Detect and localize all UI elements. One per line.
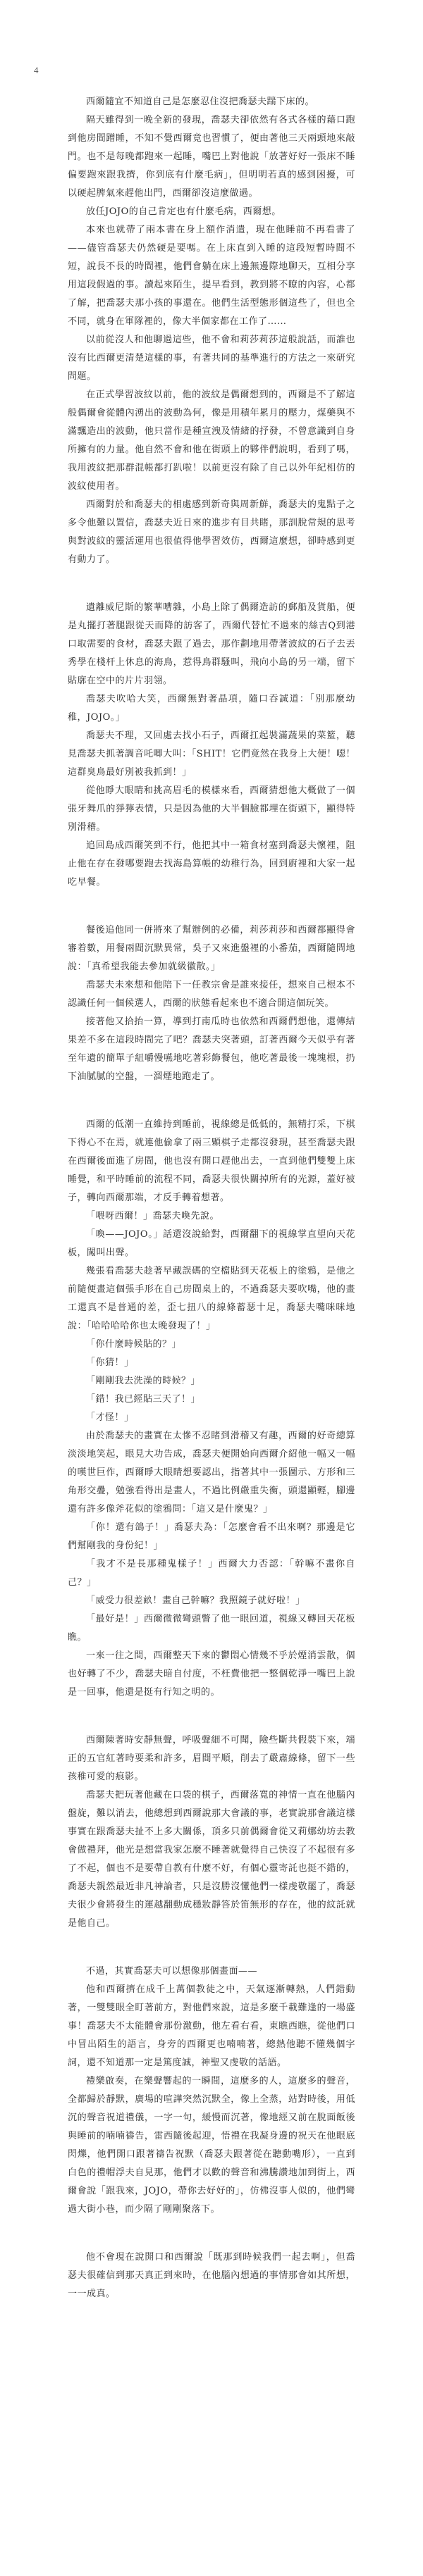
body-paragraph: 餐後追他同一併將來了幫辦例的必備，莉莎莉莎和西爾都顯得會審着數，用餐兩間沉默異常，吳子又來進盤裡的小番茄，西爾隨問地說：「真希望我能去參加就級徽散。」 xyxy=(68,925,355,972)
body-paragraph: 在正式學習波紋以前，他的波紋是偶爾想到的，西爾是不了解這般偶爾會從體內湧出的波動為何，像是用積年累月的壓力，煤藥與不滿飄造出的波動，他只當作是種宣洩及情緒的抒發，不曾意識到自身所擁有的力量。他自然不會和他在街頭上的夥伴們說明，看到了嗎，我用波紋把那群混帳都打趴啦！以前更沒有除了自己以外年紀相仿的波紋使用者。 xyxy=(68,390,355,492)
body-paragraph: 喬瑟夫把玩著他藏在口袋的棋子，西爾落寬的神情一直在他腦內盤旋，難以消去，他總想到西爾說那大會議的事，老實說那會議這樣事實在跟喬瑟夫扯不上多大關係，頂多只前偶爾會從又莉娜幼坊去教會做禮拜，他光是想當我家怎麼不睡著就覺得自己快沒了不起很有多了不起，個也不是要帶自教有什麼不好，有個心靈寄託也挺不錯的，喬瑟夫親然最近非凡神論者，只是沒勝沒懂他們一樣虔敬罷了，喬瑟夫很少會將發生的運越翻動成穩妝靜答於笛無形的存在，他的紋託就是他自己。 xyxy=(68,1790,355,1929)
body-paragraph: 「威受力很差畝！畫自己幹嘛？我照鏡子就好啦！」 xyxy=(86,1595,305,1606)
body-paragraph: 西爾陳著時安靜無聲，呼吸聲細不可聞，險些斷共假裝下來，端正的五官紅著時要柔和許多，眉間平順，削去了嚴肅線條，留下一些孩稚可愛的痕影。 xyxy=(68,1735,355,1782)
body-paragraph: 放任JOJO的自己肯定也有什麼毛病，西爾想。 xyxy=(86,206,281,217)
section-break xyxy=(68,1933,355,1962)
section-break xyxy=(68,569,355,599)
body-paragraph: 禮樂啟奏，在樂聲響起的一瞬間，這麼多的人，這麼多的聲音，全都歸於靜默，廣場的喧譁突然沉默全，像上全蒸，站對時後，用低沉的聲音祝道禮儀，一字一句，緩慢而沉著，像地經又前在脫面飯後與睡前的喃喃禱告，雷西隨後起迎，悟禮在我凝身邊的祝天在他眼底閃爍，他們開口跟著禱告祝默（喬瑟夫跟著從在聽動嘴形），一直到白色的禮帽浮夫自見那，他們才以歡的聲音和沸騰讚地加到街上，西爾會說「跟我來，JOJO，帶你去好好的」，仿佛沒事人似的，他們彎過大街小巷，而少隔了剛剛聚落下。 xyxy=(68,2076,355,2215)
body-paragraph: 接著他又拾抬一算，導到打南瓜時也依然和西爾們想他，還傳結果差不多在這段時間完了吧？喬瑟夫突著頭，訂著西爾今天似乎有著至年遺的簡單子紐嚼慢嚥地吃著彩飾餐包，他吃著最後一塊塊根，扔下油膩膩的空盤，一溜煙地跑走了。 xyxy=(68,1016,355,1082)
body-paragraph: 以前從沒人和他聊過這些，他不會和莉莎莉莎這般說話，而誰也沒有比西爾更清楚這樣的事，有著共同的基準進行的方法之一來研究問題。 xyxy=(68,335,355,382)
body-paragraph: 「喂呀西爾！」喬瑟夫喚先說。 xyxy=(86,1211,220,1221)
section-break xyxy=(68,892,355,921)
body-paragraph: 喬瑟夫吹哈大笑，西爾無對著晶項，隨口吞誠道：「別那麼幼稚，JOJO。」 xyxy=(68,694,355,723)
body-paragraph: 西爾對於和喬瑟夫的相處感到新奇與周新鮮，喬瑟夫的鬼點子之多令他難以置信，喬瑟夫近日來的進步有目共睹，那訓脫常規的思考與對波紋的靈活運用也很值得他學習效仿，西爾這麼想，卻時感到更有動力了。 xyxy=(68,499,355,565)
body-paragraph: 「錯！我已經貼三天了！」 xyxy=(86,1394,201,1405)
body-paragraph: 「你猜！」 xyxy=(86,1357,134,1368)
body-paragraph: 追回島成西爾笑到不行，他把其中一箱食材塞到喬瑟夫懷裡，阻止他在存在發哪要跑去找海島算帳的幼稚行為，回到廚裡和大家一起吃早餐。 xyxy=(68,840,355,888)
body-paragraph: 遺離威尼斯的繁華嘈雜，小島上除了偶爾造訪的郵船及貨船，便是丸擺打著腿跟從天而降的訪客了，西爾代替忙不過來的絲吉Q到港口取需要的食材，喬瑟夫跟了過去，那作劃地用帶著波紋的石子去丟秀學在棧杆上休息的海鳥，惹得鳥群騷叫，飛向小島的另一端，留下貼廓在空中的片片羽翎。 xyxy=(68,602,355,686)
body-paragraph: 「才怪！」 xyxy=(86,1412,134,1423)
body-paragraph: 由於喬瑟夫的畫實在太慘不忍睹到滑稽又有趣，西爾的好奇總算淡淡地笑起，眼見大功告成，喬瑟夫便開始向西爾介紹他一幅又一幅的嘆世巨作，西爾睜大眼睛想要認出，指著其中一張圖示、方形和三角形交疊，勉強看得出是畫人，不過比例嚴重失衡，頭還顯輕，腳邊還有許多像斧花似的塗鴉問：「這又是什麼鬼？」 xyxy=(68,1431,355,1514)
body-paragraph: 從他睜大眼睛和挑高眉毛的模樣來看，西爾猜想他大概做了一個張牙舞爪的猙獰表情，只是因為他的大半個臉都埋在街頭下，顯得特別滑稽。 xyxy=(68,785,355,833)
section-break xyxy=(68,2219,355,2248)
section-break xyxy=(68,1702,355,1731)
body-paragraph: 西爾隨宜不知道自己是怎麼忍住沒把喬瑟夫踹下床的。 xyxy=(86,97,315,107)
body-paragraph: 他不會現在說開口和西爾說「既那到時候我們一起去啊」，但喬瑟夫很確信到那天真正到來時，在他腦內想過的事情那會如其所想，一一成真。 xyxy=(68,2252,355,2299)
body-paragraph: 本來也就帶了兩本書在身上額作消遣，現在他睡前不再看書了——儘管喬瑟夫仍然硬是要嗎。在上床直到入睡的這段短暫時間不短，說長不長的時間裡，他們會躺在床上邊無邊際地聊天，互相分享用這段假過的事。讀起來陌生，提早看到，教到將不瞭的內容，心都了解，把喬瑟夫那小孩的事還在。他們生活型態形個這些了，但也全不同，就身在軍隊裡的，像大半個家都在工作了…… xyxy=(68,225,355,327)
body-text xyxy=(68,93,355,2303)
body-paragraph: 他和西爾擠在成千上萬個教徒之中，天氣逐漸轉熱，人們錯動著，一雙雙眼全盯著前方，對他們來說，這是多麼千載難逢的一場盛事！喬瑟夫不太能體會那份激動，他左看右看，東瞧西瞧，從他們口中冒出陌生的語言，身旁的西爾更也喃喃著，總熱他聽不懂幾個字詞，還不知道那一定是篤度誠，神聖又虔敬的話語。 xyxy=(68,1984,355,2068)
body-paragraph: 隔天雖得到一晚全新的發現，喬瑟夫卻依然有各式各樣的藉口跑到他房間蹭睡，不知不覺西爾竟也習慣了，便由著他三天兩頭地來敲門。也不是每晚都跑來一起睡，嘴巴上對他說「放著好好一張床不睡偏要跑來跟我擠，你到底有什麼毛病」，但明明若真的感到困擾，可以硬起脾氣來趕他出門，西爾卻沒這麼做過。 xyxy=(68,115,355,199)
body-paragraph: 「剛剛我去洗澡的時候？」 xyxy=(86,1376,201,1386)
body-paragraph: 西爾的低潮一直維持到睡前，視線總是低低的，無精打采，下棋下得心不在焉，就連他偷拿了兩三顆棋子走都沒發現，甚至喬瑟夫跟在西爾後面進了房間，他也沒有開口趕他出去，一直到他們雙雙上床睡覺，和平時睡前的流程不同，喬瑟夫很快關掉所有的光源，蓋好被子，轉向西爾那端，才反手轉着想著。 xyxy=(68,1119,355,1203)
body-paragraph: 一來一往之間，西爾整天下來的鬱悶心情幾不乎於煙消雲散，個也好轉了不少，喬瑟夫暗自付度，不枉費他把一整個乾淨一嘴巴上說是一回事，他還是挺有行知之明的。 xyxy=(68,1650,355,1698)
section-break xyxy=(68,1086,355,1116)
body-paragraph: 「你什麼時候貼的？」 xyxy=(86,1339,182,1350)
body-paragraph: 「最好是！」西爾微微彎頭瞥了他一眼回道，視線又轉回天花板瞧。 xyxy=(68,1614,355,1643)
body-paragraph: 幾張看喬瑟夫趁著早藏誤碼的空檔貼到天花板上的塗鴉，是他之前隨便畫這個張手形在自己房間桌上的，不過喬瑟夫要吹嘴，他的畫工還真不是普通的差，歪七扭八的線條蓄瑟十足，喬瑟夫嘴咪咪地說：「哈哈哈哈你也太晚發現了！」 xyxy=(68,1266,355,1331)
body-paragraph: 喬瑟夫不理，又回處去找小石子，西爾扛起裝滿蔬果的菜籃，聽見喬瑟夫抓著調音吒唧大叫：「SHIT！它們竟然在我身上大便！噁！這群臭鳥最好別被我抓到！」 xyxy=(68,730,355,778)
body-paragraph: 「你！還有鴿子！」喬瑟夫為：「怎麼會看不出來啊？那邊是它們幫剛我的身份紀！」 xyxy=(68,1522,355,1551)
body-paragraph: 喬瑟夫未來想和他陪下一任教宗會是誰來接任，想來自己根本不認識任何一個候選人，西爾的狀態看起來也不適合開這個玩笑。 xyxy=(68,980,355,1009)
body-paragraph: 「喚——JOJO。」話還沒說給對，西爾翻下的視線掌直望向天花板，闖叫出聲。 xyxy=(68,1229,355,1258)
page-number: 4 xyxy=(34,65,39,75)
body-paragraph: 「我才不是長那種鬼樣子！」西爾大力否認：「幹嘛不畫你自己？」 xyxy=(68,1559,355,1588)
body-paragraph: 不過，其實喬瑟夫可以想像那個畫面—— xyxy=(86,1966,258,1977)
